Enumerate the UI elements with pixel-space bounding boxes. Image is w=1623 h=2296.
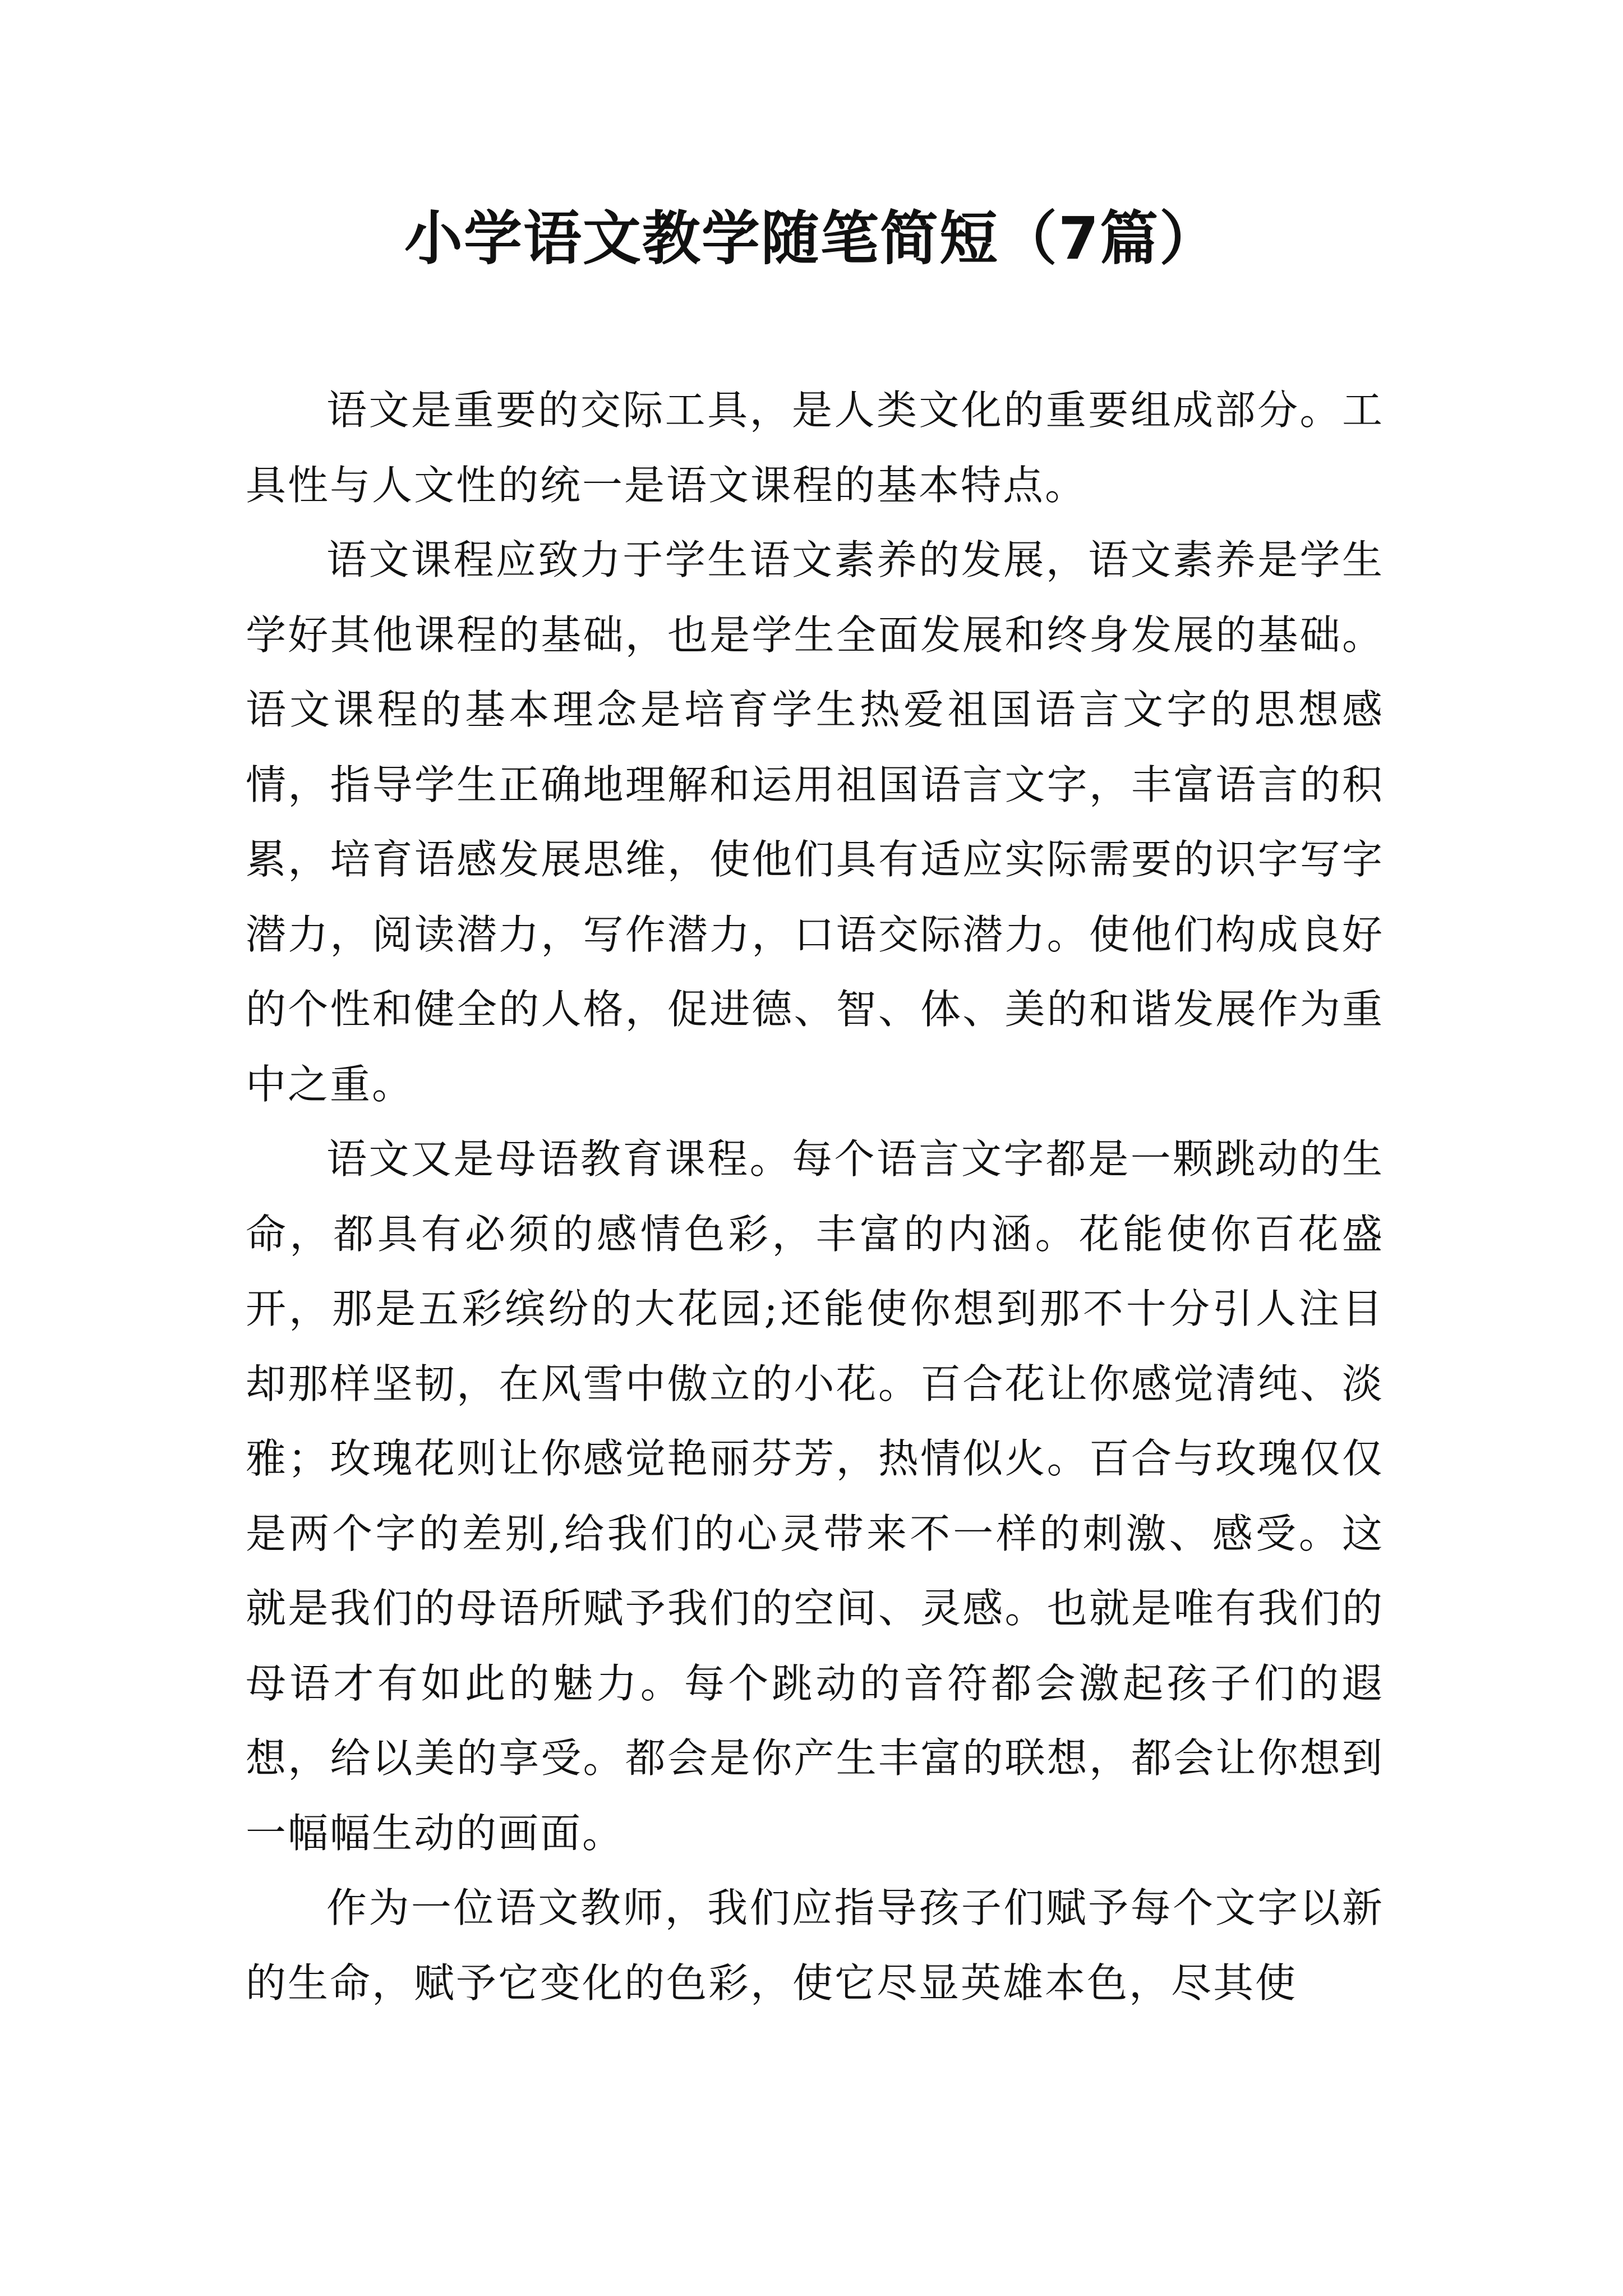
paragraph-3: 语文又是母语教育课程。每个语言文字都是一颗跳动的生命，都具有必须的感情色彩，丰富的内涵。花能使你百花盛开，那是五彩缤纷的大花园;还能使你想到那不十分引人注目却那样坚韧，在风雪中傲立的小花。百合花让你感觉清纯、淡雅；玫瑰花则让你感觉艳丽芬芳，热情似火。百合与玫瑰仅仅是两个字的差别,给我们的心灵带来不一样的刺激、感受。这就是我们的母语所赋予我们的空间、灵感。也就是唯有我们的母语才有如此的魅力。每个跳动的音符都会激起孩子们的遐想，给以美的享受。都会是你产生丰富的联想，都会让你想到一幅幅生动的画面。 <box>246 1135 1384 1857</box>
paragraph-2: 语文课程应致力于学生语文素养的发展，语文素养是学生学好其他课程的基础，也是学生全面发展和终身发展的基础。语文课程的基本理念是培育学生热爱祖国语言文字的思想感情，指导学生正确地理解和运用祖国语言文字，丰富语言的积累，培育语感发展思维，使他们具有适应实际需要的识字写字潜力，阅读潜力，写作潜力，口语交际潜力。使他们构成良好的个性和健全的人格，促进德、智、体、美的和谐发展作为重中之重。 <box>246 536 1384 1108</box>
document-title: 小学语文教学随笔简短（7篇） <box>404 204 1219 273</box>
document-body <box>246 373 1384 2021</box>
paragraph-4: 作为一位语文教师，我们应指导孩子们赋予每个文字以新的生命，赋予它变化的色彩，使它尽显英雄本色，尽其使 <box>246 1884 1384 2007</box>
paragraph-1: 语文是重要的交际工具，是人类文化的重要组成部分。工具性与人文性的统一是语文课程的基本特点。 <box>246 386 1384 509</box>
